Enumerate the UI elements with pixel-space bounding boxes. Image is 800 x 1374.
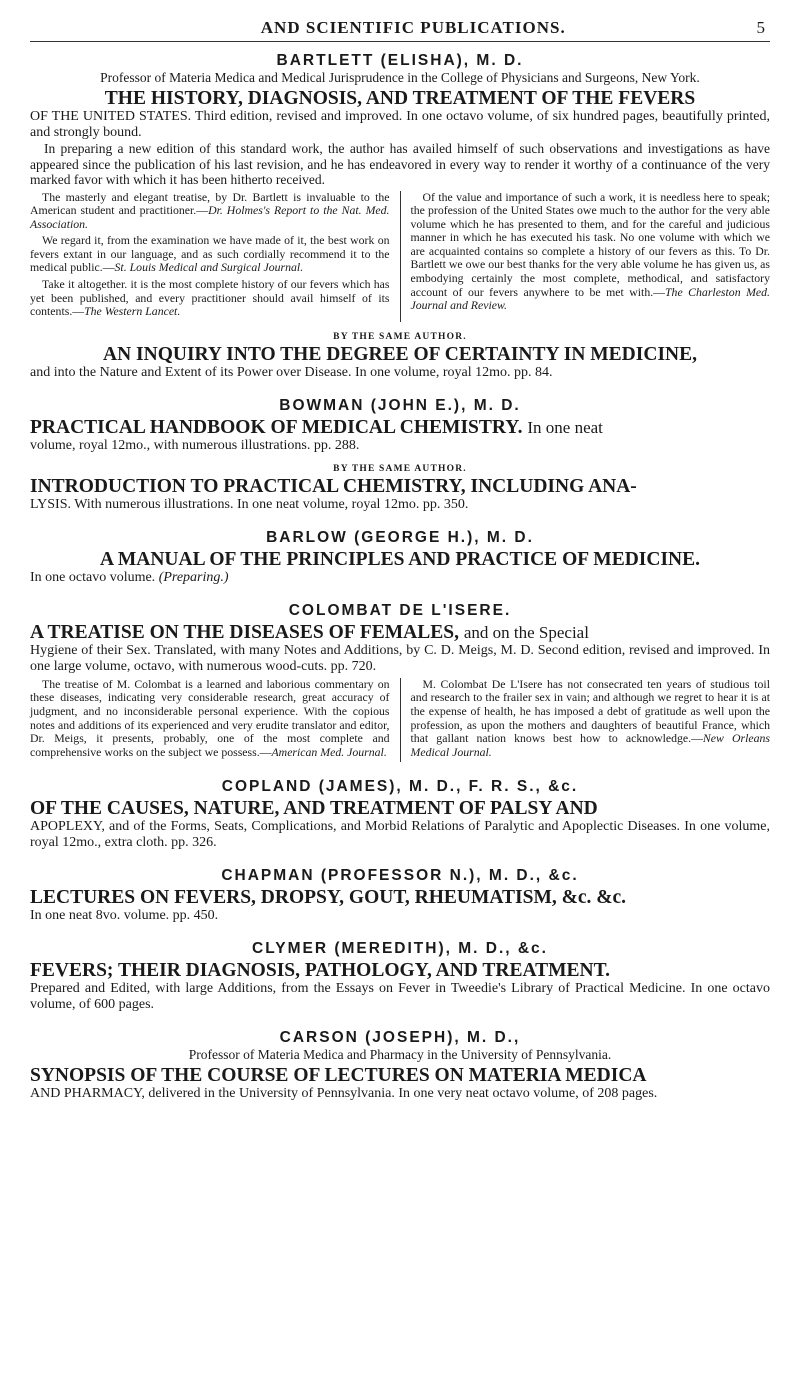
book-description: volume, royal 12mo., with numerous illustrations. pp. 288. xyxy=(30,437,360,453)
author-heading: BARLOW (GEORGE H.), M. D. xyxy=(266,528,534,546)
book-title: A TREATISE ON THE DISEASES OF FEMALES, xyxy=(30,621,459,643)
review-source: New Orleans Medical Journal. xyxy=(410,731,771,759)
review-source: The Charleston Med. Journal and Review. xyxy=(410,284,770,313)
page-number: 5 xyxy=(756,18,766,37)
author-heading: COPLAND (JAMES), M. D., F. R. S., &c. xyxy=(221,778,579,796)
review-quote: Take it altogether. it is the most complete history of our fevers which has yet been published, and every practitioner should avail himself of its contents.—The Western Lancet. xyxy=(30,277,390,319)
author-affiliation: Professor of Materia Medica and Medical Jurisprudence in the College of Physicians and Surgeons, New York. xyxy=(100,70,700,85)
review-quote: The treatise of M. Colombat is a learned and laborious commentary on these diseases, indicating very considerable research, great accuracy of judgment, and no inconsiderable personal experience. With the copious notes and additions of its experienced and very erudite translator and editor, Dr. Meigs, it presents, probably, one of the most complete and comprehensive works on the subject we possess.—American Med. Journal. xyxy=(30,676,390,759)
book-status: (Preparing.) xyxy=(158,569,229,585)
book-description: OF THE UNITED STATES. Third edition, revised and improved. In one octavo volume, of six hundred pages, beautifully printed, and strongly bound. xyxy=(30,109,770,140)
book-description: In one neat 8vo. volume. pp. 450. xyxy=(30,908,219,924)
entry-intro-chemistry xyxy=(30,464,770,513)
column-divider xyxy=(400,191,401,322)
review-source: The Western Lancet. xyxy=(84,304,181,319)
author-affiliation: Professor of Materia Medica and Pharmacy in the University of Pennsylvania. xyxy=(188,1047,612,1063)
book-title: FEVERS; THEIR DIAGNOSIS, PATHOLOGY, AND TREATMENT. xyxy=(30,960,611,982)
byline: BY THE SAME AUTHOR. xyxy=(333,463,467,474)
entry-clymer xyxy=(30,940,770,1013)
entry-colombat xyxy=(30,602,770,763)
book-description: Hygiene of their Sex. Translated, with many Notes and Additions, by C. D. Meigs, M. D. Second edition, revised and improved. In one large volume, octavo, with numerous wood-cuts. pp. 720. xyxy=(30,642,770,674)
book-description: In one octavo volume. xyxy=(30,569,156,585)
review-column-left xyxy=(30,191,390,322)
byline: BY THE SAME AUTHOR. xyxy=(333,331,467,342)
review-columns xyxy=(30,678,770,763)
author-heading: CHAPMAN (PROFESSOR N.), M. D., &c. xyxy=(221,867,579,885)
entry-chapman xyxy=(30,867,770,924)
entry-barlow xyxy=(30,529,770,586)
book-title-line xyxy=(30,622,770,643)
book-title: LECTURES ON FEVERS, DROPSY, GOUT, RHEUMATISM, &c. &c. xyxy=(30,887,627,909)
book-description: Prepared and Edited, with large Additions, from the Essays on Fever in Tweedie's Library of Practical Medicine. In one octavo volume, of 600 pages. xyxy=(30,981,770,1013)
running-title: AND SCIENTIFIC PUBLICATIONS. xyxy=(260,18,566,37)
review-source: American Med. Journal. xyxy=(271,744,387,759)
book-title: SYNOPSIS OF THE COURSE OF LECTURES ON MATERIA MEDICA xyxy=(30,1065,647,1087)
author-heading: BOWMAN (JOHN E.), M. D. xyxy=(279,396,521,414)
book-description-line xyxy=(30,570,770,586)
review-source: St. Louis Medical and Surgical Journal. xyxy=(114,260,304,275)
review-column-right xyxy=(411,678,771,763)
review-source: Dr. Holmes's Report to the Nat. Med. Association. xyxy=(30,203,390,231)
entry-inquiry xyxy=(30,332,770,381)
running-header xyxy=(30,18,770,42)
book-description: AND PHARMACY, delivered in the University of Pennsylvania. In one very neat octavo volume, of 208 pages. xyxy=(30,1086,658,1102)
review-columns xyxy=(30,191,770,322)
author-heading: CLYMER (MEREDITH), M. D., &c. xyxy=(252,940,548,958)
entry-bartlett xyxy=(30,52,770,322)
book-title: THE HISTORY, DIAGNOSIS, AND TREATMENT OF THE FEVERS xyxy=(104,88,696,109)
review-quote: We regard it, from the examination we have made of it, the best work on fevers extant in our language, and as such cordially recommend it to the medical public.—St. Louis Medical and Surgical Journal. xyxy=(30,233,390,275)
book-description: APOPLEXY, and of the Forms, Seats, Complications, and Morbid Relations of Paralytic and Apoplectic Diseases. In one volume, royal 12mo., extra cloth. pp. 326. xyxy=(30,819,770,851)
entry-carson xyxy=(30,1029,770,1102)
book-description: and into the Nature and Extent of its Power over Disease. In one volume, royal 12mo. pp. 84. xyxy=(30,364,553,380)
title-tail: In one neat xyxy=(527,417,603,437)
entry-copland xyxy=(30,778,770,851)
book-title: OF THE CAUSES, NATURE, AND TREATMENT OF PALSY AND xyxy=(30,798,598,820)
entry-bowman xyxy=(30,397,770,454)
book-title: AN INQUIRY INTO THE DEGREE OF CERTAINTY IN MEDICINE, xyxy=(102,343,697,365)
author-heading: CARSON (JOSEPH), M. D., xyxy=(279,1029,521,1047)
column-divider xyxy=(400,678,401,763)
review-column-right xyxy=(411,191,771,322)
author-heading: COLOMBAT DE L'ISERE. xyxy=(288,601,512,619)
book-description: LYSIS. With numerous illustrations. In one neat volume, royal 12mo. pp. 350. xyxy=(30,496,469,512)
book-title-line xyxy=(30,417,770,438)
author-heading: BARTLETT (ELISHA), M. D. xyxy=(276,52,524,69)
title-tail: and on the Special xyxy=(463,622,589,642)
catalog-page xyxy=(30,0,770,1102)
book-note: In preparing a new edition of this standard work, the author has availed himself of such observations and investigations as have appeared since the publication of his last revision, and he has endeavored in every way to render it worthy of a continuance of the very marked favor with which it has been hitherto received. xyxy=(30,141,770,187)
review-quote: Of the value and importance of such a work, it is needless here to speak; the profession of the United States owe much to the author for the very able volume which he has presented to them, and for the careful and judicious manner in which he has executed his task. No one volume with which we are acquainted contains so complete a history of our fevers as this. To Dr. Bartlett we owe our best thanks for the very able volume he has given us, as embodying certainly the most complete, methodical, and satisfactory account of our fevers anywhere to be met with.—The Charleston Med. Journal and Review. xyxy=(410,189,770,313)
review-quote: M. Colombat De L'Isere has not consecrated ten years of studious toil and research to the frailer sex in vain; and although we regret to hear it is at the expense of health, he has imposed a debt of gratitude as well upon the profession, as upon the mothers and daughters of beautiful France, which that gallant nation knows best how to acknowledge.—New Orleans Medical Journal. xyxy=(410,676,771,759)
book-title: INTRODUCTION TO PRACTICAL CHEMISTRY, INCLUDING ANA- xyxy=(30,475,637,497)
book-title: A MANUAL OF THE PRINCIPLES AND PRACTICE OF MEDICINE. xyxy=(99,548,701,570)
book-title: PRACTICAL HANDBOOK OF MEDICAL CHEMISTRY. xyxy=(30,416,523,438)
review-quote: The masterly and elegant treatise, by Dr. Bartlett is invaluable to the American student and practitioner.—Dr. Holmes's Report to the Nat. Med. Association. xyxy=(30,189,390,231)
review-column-left xyxy=(30,678,390,763)
